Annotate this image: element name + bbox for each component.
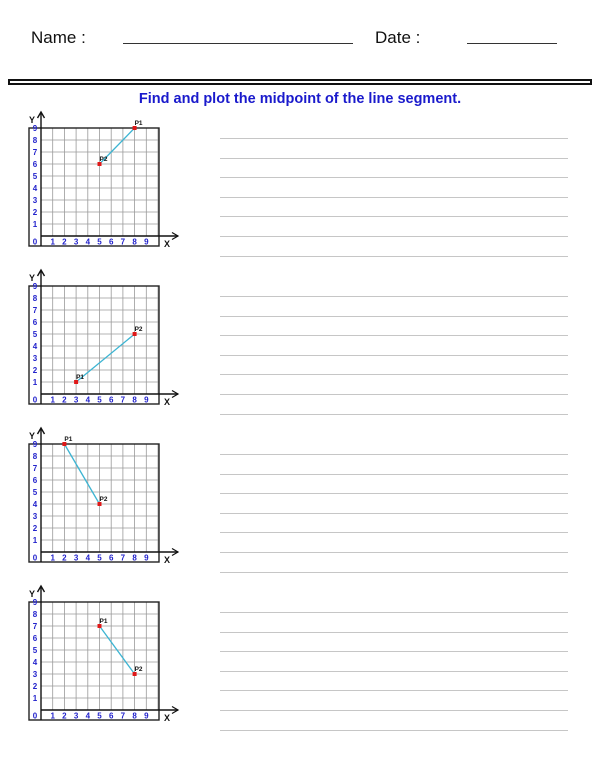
svg-text:9: 9 bbox=[32, 598, 38, 607]
svg-text:5: 5 bbox=[97, 395, 102, 405]
svg-text:7: 7 bbox=[120, 237, 126, 247]
coordinate-grid[interactable] bbox=[20, 110, 190, 260]
svg-text:5: 5 bbox=[97, 553, 102, 563]
svg-text:0: 0 bbox=[32, 711, 38, 721]
answer-lines bbox=[220, 454, 568, 594]
point-1-label: P1 bbox=[76, 374, 85, 381]
answer-line[interactable] bbox=[220, 474, 568, 475]
svg-text:1: 1 bbox=[32, 536, 38, 545]
svg-text:7: 7 bbox=[120, 553, 126, 563]
answer-lines bbox=[220, 296, 568, 436]
x-axis-label: X bbox=[164, 239, 171, 249]
answer-line[interactable] bbox=[220, 710, 568, 711]
svg-text:1: 1 bbox=[32, 378, 38, 387]
point-1-label: P1 bbox=[134, 120, 143, 127]
svg-text:4: 4 bbox=[32, 500, 38, 509]
answer-line[interactable] bbox=[220, 572, 568, 573]
svg-text:4: 4 bbox=[32, 658, 38, 667]
coordinate-grid[interactable] bbox=[20, 426, 190, 576]
answer-line[interactable] bbox=[220, 177, 568, 178]
svg-text:1: 1 bbox=[32, 694, 38, 703]
name-label: Name : bbox=[31, 28, 86, 47]
svg-text:7: 7 bbox=[120, 395, 126, 405]
answer-line[interactable] bbox=[220, 374, 568, 375]
svg-text:3: 3 bbox=[73, 395, 79, 405]
svg-text:3: 3 bbox=[32, 354, 38, 363]
name-field[interactable] bbox=[123, 43, 353, 44]
answer-line[interactable] bbox=[220, 316, 568, 317]
svg-text:6: 6 bbox=[108, 237, 114, 247]
svg-text:2: 2 bbox=[32, 208, 38, 217]
answer-line[interactable] bbox=[220, 632, 568, 633]
coordinate-grid[interactable] bbox=[20, 268, 190, 418]
svg-text:1: 1 bbox=[50, 711, 55, 721]
svg-text:3: 3 bbox=[32, 196, 38, 205]
svg-text:3: 3 bbox=[73, 553, 79, 563]
problem-3 bbox=[0, 426, 600, 576]
answer-line[interactable] bbox=[220, 513, 568, 514]
svg-text:6: 6 bbox=[108, 711, 114, 721]
svg-text:1: 1 bbox=[32, 220, 38, 229]
line-segment bbox=[64, 444, 99, 504]
answer-line[interactable] bbox=[220, 671, 568, 672]
svg-text:6: 6 bbox=[108, 553, 114, 563]
svg-text:1: 1 bbox=[50, 553, 55, 563]
point-2-label: P2 bbox=[134, 326, 143, 333]
answer-line[interactable] bbox=[220, 552, 568, 553]
svg-text:7: 7 bbox=[32, 306, 38, 315]
svg-text:9: 9 bbox=[144, 553, 149, 563]
y-axis-label: Y bbox=[29, 431, 36, 441]
answer-line[interactable] bbox=[220, 236, 568, 237]
answer-line[interactable] bbox=[220, 138, 568, 139]
svg-text:7: 7 bbox=[120, 711, 126, 721]
svg-text:9: 9 bbox=[144, 395, 149, 405]
date-field[interactable] bbox=[467, 43, 557, 44]
svg-text:0: 0 bbox=[32, 237, 38, 247]
answer-line[interactable] bbox=[220, 454, 568, 455]
svg-text:4: 4 bbox=[85, 395, 91, 405]
x-axis-label: X bbox=[164, 713, 171, 723]
point-1-label: P1 bbox=[99, 618, 108, 625]
coordinate-grid[interactable] bbox=[20, 584, 190, 734]
answer-line[interactable] bbox=[220, 158, 568, 159]
svg-text:8: 8 bbox=[32, 136, 38, 145]
answer-line[interactable] bbox=[220, 532, 568, 533]
svg-text:6: 6 bbox=[108, 395, 114, 405]
svg-text:3: 3 bbox=[32, 512, 38, 521]
svg-text:9: 9 bbox=[32, 282, 38, 291]
svg-text:8: 8 bbox=[32, 610, 38, 619]
svg-text:3: 3 bbox=[73, 711, 79, 721]
svg-text:4: 4 bbox=[85, 553, 91, 563]
svg-text:8: 8 bbox=[132, 395, 137, 405]
svg-text:8: 8 bbox=[32, 452, 38, 461]
answer-line[interactable] bbox=[220, 690, 568, 691]
svg-text:8: 8 bbox=[132, 553, 137, 563]
svg-text:2: 2 bbox=[62, 395, 67, 405]
answer-lines bbox=[220, 138, 568, 278]
y-axis-label: Y bbox=[29, 273, 36, 283]
svg-text:9: 9 bbox=[144, 711, 149, 721]
answer-line[interactable] bbox=[220, 612, 568, 613]
svg-text:9: 9 bbox=[144, 237, 149, 247]
svg-text:8: 8 bbox=[32, 294, 38, 303]
header-divider bbox=[8, 79, 592, 85]
svg-text:6: 6 bbox=[32, 160, 38, 169]
svg-text:1: 1 bbox=[50, 395, 55, 405]
svg-text:4: 4 bbox=[32, 184, 38, 193]
answer-line[interactable] bbox=[220, 216, 568, 217]
svg-text:5: 5 bbox=[32, 330, 38, 339]
answer-line[interactable] bbox=[220, 414, 568, 415]
svg-text:2: 2 bbox=[32, 524, 38, 533]
date-label: Date : bbox=[375, 28, 421, 47]
svg-text:5: 5 bbox=[32, 646, 38, 655]
answer-line[interactable] bbox=[220, 197, 568, 198]
svg-text:1: 1 bbox=[50, 237, 55, 247]
svg-text:2: 2 bbox=[62, 711, 67, 721]
svg-text:4: 4 bbox=[85, 711, 91, 721]
answer-lines bbox=[220, 612, 568, 752]
point-2-label: P2 bbox=[134, 666, 143, 673]
svg-text:8: 8 bbox=[132, 711, 137, 721]
svg-text:8: 8 bbox=[132, 237, 137, 247]
answer-line[interactable] bbox=[220, 394, 568, 395]
answer-line[interactable] bbox=[220, 651, 568, 652]
problem-1 bbox=[0, 110, 600, 260]
svg-text:5: 5 bbox=[97, 711, 102, 721]
svg-text:2: 2 bbox=[32, 366, 38, 375]
svg-text:9: 9 bbox=[32, 124, 38, 133]
y-axis-label: Y bbox=[29, 589, 36, 599]
page-title: Find and plot the midpoint of the line segment. bbox=[138, 91, 462, 107]
y-axis-label: Y bbox=[29, 115, 36, 125]
svg-text:2: 2 bbox=[62, 237, 67, 247]
answer-line[interactable] bbox=[220, 335, 568, 336]
point-2-label: P2 bbox=[99, 496, 108, 503]
svg-text:7: 7 bbox=[32, 148, 38, 157]
svg-text:7: 7 bbox=[32, 464, 38, 473]
svg-text:6: 6 bbox=[32, 476, 38, 485]
point-1-label: P1 bbox=[64, 436, 73, 443]
svg-text:6: 6 bbox=[32, 318, 38, 327]
svg-text:3: 3 bbox=[73, 237, 79, 247]
x-axis-label: X bbox=[164, 397, 171, 407]
svg-text:5: 5 bbox=[32, 172, 38, 181]
problem-4 bbox=[0, 584, 600, 734]
svg-text:5: 5 bbox=[97, 237, 102, 247]
svg-text:2: 2 bbox=[62, 553, 67, 563]
x-axis-label: X bbox=[164, 555, 171, 565]
answer-line[interactable] bbox=[220, 256, 568, 257]
answer-line[interactable] bbox=[220, 355, 568, 356]
answer-line[interactable] bbox=[220, 730, 568, 731]
answer-line[interactable] bbox=[220, 493, 568, 494]
point-2-label: P2 bbox=[99, 156, 108, 163]
svg-text:9: 9 bbox=[32, 440, 38, 449]
answer-line[interactable] bbox=[220, 296, 568, 297]
svg-text:3: 3 bbox=[32, 670, 38, 679]
svg-text:4: 4 bbox=[85, 237, 91, 247]
svg-text:2: 2 bbox=[32, 682, 38, 691]
svg-text:6: 6 bbox=[32, 634, 38, 643]
svg-text:5: 5 bbox=[32, 488, 38, 497]
svg-text:0: 0 bbox=[32, 553, 38, 563]
svg-text:4: 4 bbox=[32, 342, 38, 351]
problem-2 bbox=[0, 268, 600, 418]
svg-text:0: 0 bbox=[32, 395, 38, 405]
svg-text:7: 7 bbox=[32, 622, 38, 631]
